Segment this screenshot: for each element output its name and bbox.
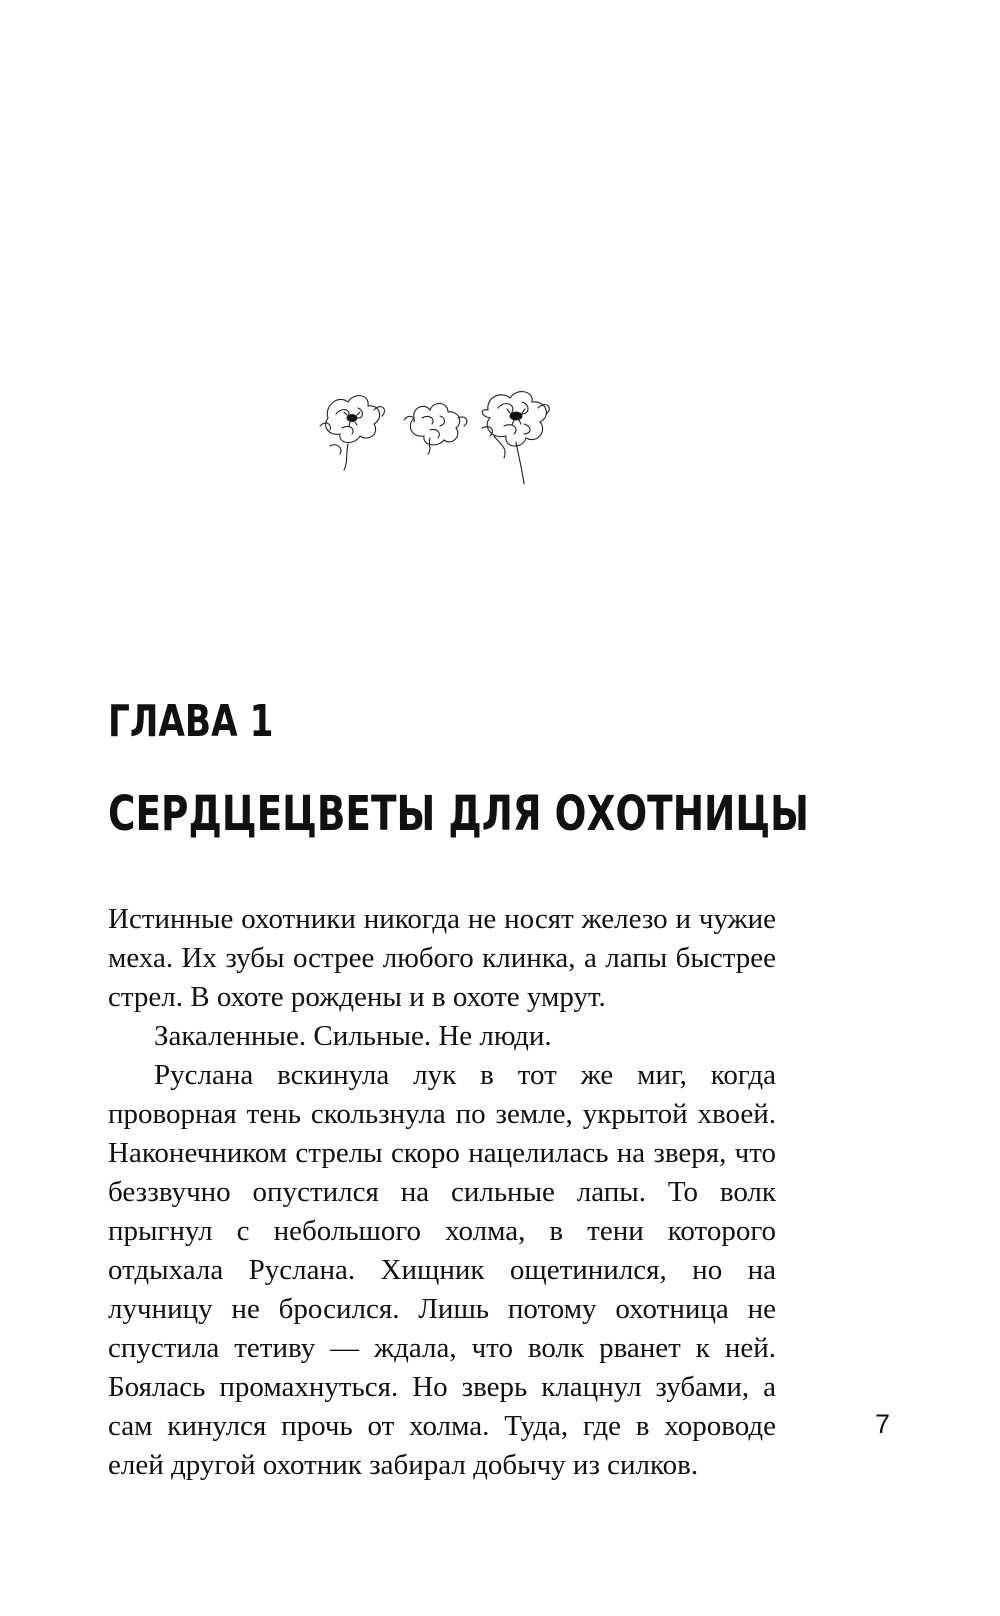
paragraph: Закаленные. Сильные. Не люди. [154, 1020, 552, 1052]
chapter-title: СЕРДЦЕЦВЕТЫ ДЛЯ ОХОТНИЦЫ [108, 786, 809, 842]
paragraph: Истинные охотники никогда не носят железо и чужие меха. Их зубы острее любого клинка, а лапы быстрее стрел. В охоте рождены и в охоте умрут. [108, 903, 776, 1013]
right-flower-icon [482, 392, 549, 484]
paragraph: Руслана вскинула лук в тот же миг, когда проворная тень скользнула по земле, укрытой хвоей. Наконечником стрелы скоро нацелилась на зверя, что беззвучно опустился на сильные лапы. То волк прыгнул с небольшого холма, в тени которого отдыхала Руслана. Хищник ощетинился, но на лучницу не бросился. Лишь потому охотница не спустила тетиву — ждала, что волк рванет к ней. Боялась промахнуться. Но зверь клацнул зубами, а сам кинулся прочь от холма. Туда, где в хороводе елей другой охотник забирал добычу из силков. [108, 1059, 776, 1481]
flowers-ornament-icon [318, 388, 576, 490]
page-number: 7 [875, 1409, 891, 1439]
body-text [108, 900, 776, 1485]
middle-flower-icon [404, 403, 467, 454]
chapter-label: ГЛАВА 1 [108, 696, 274, 747]
left-flower-icon [320, 396, 384, 470]
